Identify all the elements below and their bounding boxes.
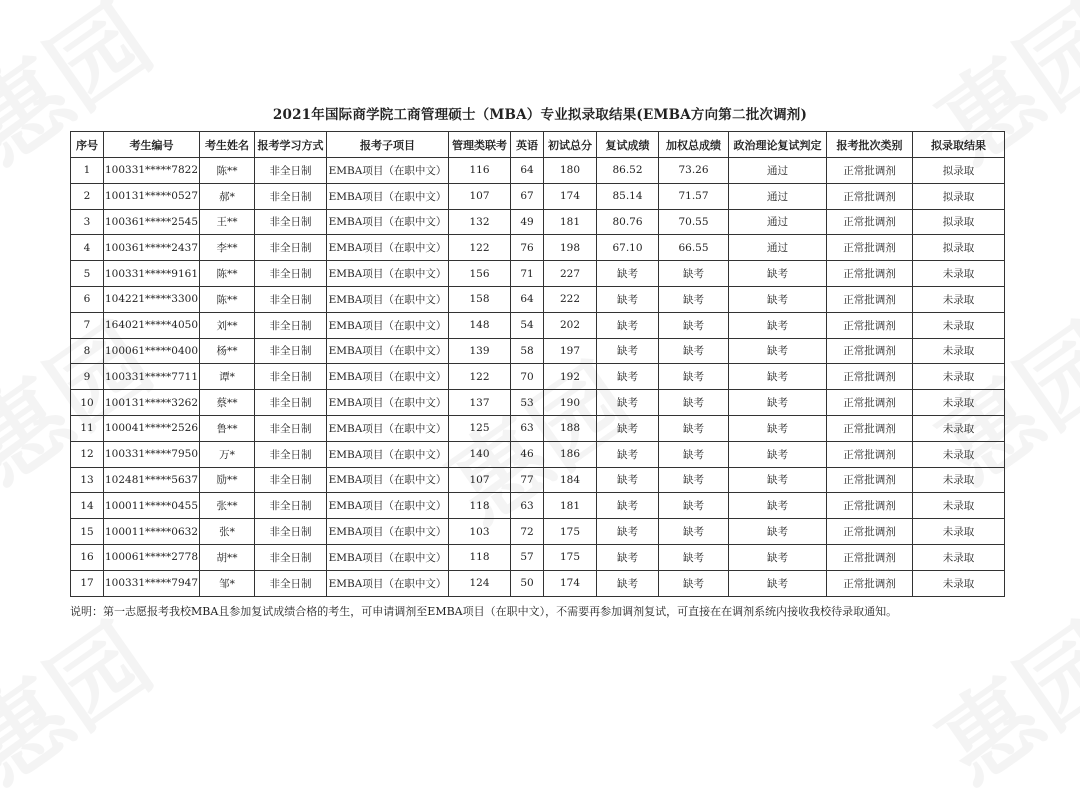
table-cell: 正常批调剂 xyxy=(827,544,913,570)
results-table xyxy=(70,131,1005,597)
table-cell: 156 xyxy=(449,261,511,287)
table-cell: 100331*****7822 xyxy=(104,158,200,184)
table-cell: EMBA项目（在职中文） xyxy=(327,286,449,312)
table-cell: EMBA项目（在职中文） xyxy=(327,441,449,467)
table-cell: 缺考 xyxy=(729,570,827,596)
document-title: 2021年国际商学院工商管理硕士（MBA）专业拟录取结果(EMBA方向第二批次调剂) xyxy=(272,107,808,123)
column-header: 复试成绩 xyxy=(597,132,659,158)
table-row xyxy=(71,209,1005,235)
table-row xyxy=(71,364,1005,390)
table-cell: 李** xyxy=(200,235,255,261)
table-cell: 非全日制 xyxy=(255,441,327,467)
table-cell: 未录取 xyxy=(913,570,1005,596)
table-cell: 正常批调剂 xyxy=(827,467,913,493)
table-cell: 86.52 xyxy=(597,158,659,184)
table-cell: 缺考 xyxy=(659,415,729,441)
table-cell: 100061*****0400 xyxy=(104,338,200,364)
table-cell: 缺考 xyxy=(659,441,729,467)
table-cell: 邹* xyxy=(200,570,255,596)
table-cell: 缺考 xyxy=(597,467,659,493)
table-cell: 通过 xyxy=(729,235,827,261)
table-cell: 2 xyxy=(71,183,104,209)
table-cell: 未录取 xyxy=(913,493,1005,519)
table-cell: 缺考 xyxy=(729,493,827,519)
table-cell: 通过 xyxy=(729,158,827,184)
table-cell: 正常批调剂 xyxy=(827,415,913,441)
table-cell: 100131*****3262 xyxy=(104,390,200,416)
table-cell: 107 xyxy=(449,467,511,493)
table-cell: 107 xyxy=(449,183,511,209)
table-cell: 陈** xyxy=(200,261,255,287)
table-cell: 非全日制 xyxy=(255,544,327,570)
table-cell: 180 xyxy=(544,158,597,184)
table-cell: 122 xyxy=(449,364,511,390)
table-cell: 100361*****2545 xyxy=(104,209,200,235)
table-cell: 10 xyxy=(71,390,104,416)
table-cell: 杨** xyxy=(200,338,255,364)
table-row xyxy=(71,158,1005,184)
table-cell: 175 xyxy=(544,544,597,570)
table-row xyxy=(71,235,1005,261)
table-cell: 缺考 xyxy=(659,390,729,416)
table-row xyxy=(71,493,1005,519)
table-cell: 缺考 xyxy=(597,338,659,364)
table-cell: 16 xyxy=(71,544,104,570)
table-cell: EMBA项目（在职中文） xyxy=(327,338,449,364)
table-cell: 非全日制 xyxy=(255,364,327,390)
table-cell: 缺考 xyxy=(597,364,659,390)
table-cell: EMBA项目（在职中文） xyxy=(327,235,449,261)
table-cell: 17 xyxy=(71,570,104,596)
table-cell: 49 xyxy=(511,209,544,235)
table-cell: 100331*****7711 xyxy=(104,364,200,390)
table-cell: 张* xyxy=(200,519,255,545)
table-cell: 正常批调剂 xyxy=(827,441,913,467)
table-cell: 未录取 xyxy=(913,544,1005,570)
table-cell: 缺考 xyxy=(729,544,827,570)
table-cell: 198 xyxy=(544,235,597,261)
table-cell: 缺考 xyxy=(597,390,659,416)
table-row xyxy=(71,519,1005,545)
table-cell: 万* xyxy=(200,441,255,467)
table-cell: 71 xyxy=(511,261,544,287)
table-cell: 未录取 xyxy=(913,286,1005,312)
table-cell: 66.55 xyxy=(659,235,729,261)
table-cell: 缺考 xyxy=(729,441,827,467)
table-cell: 非全日制 xyxy=(255,235,327,261)
table-cell: 100011*****0632 xyxy=(104,519,200,545)
table-cell: 148 xyxy=(449,312,511,338)
table-cell: 100061*****2778 xyxy=(104,544,200,570)
table-cell: EMBA项目（在职中文） xyxy=(327,261,449,287)
table-cell: EMBA项目（在职中文） xyxy=(327,493,449,519)
table-cell: 缺考 xyxy=(659,570,729,596)
table-cell: 71.57 xyxy=(659,183,729,209)
table-cell: EMBA项目（在职中文） xyxy=(327,158,449,184)
table-cell: 缺考 xyxy=(729,286,827,312)
table-cell: 非全日制 xyxy=(255,158,327,184)
column-header: 初试总分 xyxy=(544,132,597,158)
table-cell: 缺考 xyxy=(729,467,827,493)
table-cell: 14 xyxy=(71,493,104,519)
table-cell: 励** xyxy=(200,467,255,493)
table-cell: 拟录取 xyxy=(913,158,1005,184)
table-cell: 164021*****4050 xyxy=(104,312,200,338)
table-cell: 174 xyxy=(544,570,597,596)
table-cell: EMBA项目（在职中文） xyxy=(327,415,449,441)
table-cell: 13 xyxy=(71,467,104,493)
table-cell: 1 xyxy=(71,158,104,184)
column-header: 报考学习方式 xyxy=(255,132,327,158)
table-cell: 67.10 xyxy=(597,235,659,261)
table-row xyxy=(71,338,1005,364)
table-cell: 181 xyxy=(544,493,597,519)
column-header: 报考子项目 xyxy=(327,132,449,158)
table-cell: 非全日制 xyxy=(255,209,327,235)
table-cell: 64 xyxy=(511,158,544,184)
table-cell: EMBA项目（在职中文） xyxy=(327,544,449,570)
table-cell: 缺考 xyxy=(729,364,827,390)
table-cell: 103 xyxy=(449,519,511,545)
table-cell: 46 xyxy=(511,441,544,467)
table-row xyxy=(71,286,1005,312)
column-header: 序号 xyxy=(71,132,104,158)
table-cell: 4 xyxy=(71,235,104,261)
table-cell: 140 xyxy=(449,441,511,467)
table-cell: 正常批调剂 xyxy=(827,519,913,545)
table-cell: 57 xyxy=(511,544,544,570)
table-cell: 缺考 xyxy=(729,338,827,364)
table-row xyxy=(71,467,1005,493)
column-header: 政治理论复试判定 xyxy=(729,132,827,158)
table-cell: 11 xyxy=(71,415,104,441)
column-header: 英语 xyxy=(511,132,544,158)
table-cell: 未录取 xyxy=(913,364,1005,390)
table-cell: 53 xyxy=(511,390,544,416)
table-cell: 未录取 xyxy=(913,390,1005,416)
table-cell: 刘** xyxy=(200,312,255,338)
table-cell: 正常批调剂 xyxy=(827,493,913,519)
table-cell: 139 xyxy=(449,338,511,364)
table-cell: 80.76 xyxy=(597,209,659,235)
table-cell: 非全日制 xyxy=(255,570,327,596)
table-cell: 拟录取 xyxy=(913,209,1005,235)
table-cell: 非全日制 xyxy=(255,183,327,209)
column-header: 考生编号 xyxy=(104,132,200,158)
table-cell: 100331*****9161 xyxy=(104,261,200,287)
table-cell: 100361*****2437 xyxy=(104,235,200,261)
table-cell: 缺考 xyxy=(659,338,729,364)
table-cell: 5 xyxy=(71,261,104,287)
table-cell: EMBA项目（在职中文） xyxy=(327,209,449,235)
table-row xyxy=(71,390,1005,416)
table-cell: 拟录取 xyxy=(913,235,1005,261)
table-cell: 未录取 xyxy=(913,519,1005,545)
table-cell: 未录取 xyxy=(913,261,1005,287)
table-cell: 227 xyxy=(544,261,597,287)
table-row xyxy=(71,544,1005,570)
table-cell: 通过 xyxy=(729,183,827,209)
table-cell: 缺考 xyxy=(659,467,729,493)
table-cell: 190 xyxy=(544,390,597,416)
table-cell: 85.14 xyxy=(597,183,659,209)
table-cell: 非全日制 xyxy=(255,493,327,519)
table-cell: 174 xyxy=(544,183,597,209)
table-cell: 缺考 xyxy=(659,519,729,545)
table-cell: 蔡** xyxy=(200,390,255,416)
column-header: 报考批次类别 xyxy=(827,132,913,158)
table-cell: 正常批调剂 xyxy=(827,570,913,596)
table-cell: 12 xyxy=(71,441,104,467)
table-cell: 非全日制 xyxy=(255,519,327,545)
table-cell: 118 xyxy=(449,544,511,570)
table-cell: 非全日制 xyxy=(255,286,327,312)
table-cell: 鲁** xyxy=(200,415,255,441)
table-cell: 100011*****0455 xyxy=(104,493,200,519)
table-cell: 胡** xyxy=(200,544,255,570)
table-cell: 拟录取 xyxy=(913,183,1005,209)
table-cell: 9 xyxy=(71,364,104,390)
table-cell: 非全日制 xyxy=(255,467,327,493)
table-cell: 67 xyxy=(511,183,544,209)
table-cell: EMBA项目（在职中文） xyxy=(327,364,449,390)
table-cell: 缺考 xyxy=(597,415,659,441)
table-cell: 正常批调剂 xyxy=(827,235,913,261)
column-header: 拟录取结果 xyxy=(913,132,1005,158)
table-cell: 104221*****3300 xyxy=(104,286,200,312)
table-row xyxy=(71,312,1005,338)
table-cell: 未录取 xyxy=(913,338,1005,364)
table-cell: 188 xyxy=(544,415,597,441)
table-cell: 谭* xyxy=(200,364,255,390)
table-cell: 缺考 xyxy=(729,519,827,545)
table-cell: 未录取 xyxy=(913,312,1005,338)
table-cell: 正常批调剂 xyxy=(827,286,913,312)
table-cell: 正常批调剂 xyxy=(827,312,913,338)
table-cell: 缺考 xyxy=(597,544,659,570)
table-cell: 缺考 xyxy=(597,570,659,596)
table-cell: 张** xyxy=(200,493,255,519)
table-cell: 缺考 xyxy=(597,493,659,519)
table-cell: 非全日制 xyxy=(255,338,327,364)
table-cell: 116 xyxy=(449,158,511,184)
table-cell: 158 xyxy=(449,286,511,312)
table-cell: 非全日制 xyxy=(255,390,327,416)
table-row xyxy=(71,183,1005,209)
table-cell: 王** xyxy=(200,209,255,235)
table-cell: 缺考 xyxy=(597,261,659,287)
watermark-text xyxy=(0,587,174,809)
table-cell: 正常批调剂 xyxy=(827,261,913,287)
table-cell: 77 xyxy=(511,467,544,493)
table-cell: 181 xyxy=(544,209,597,235)
table-cell: 正常批调剂 xyxy=(827,390,913,416)
table-cell: 未录取 xyxy=(913,441,1005,467)
table-cell: 100041*****2526 xyxy=(104,415,200,441)
table-cell: 未录取 xyxy=(913,467,1005,493)
table-cell: 100331*****7947 xyxy=(104,570,200,596)
table-cell: 6 xyxy=(71,286,104,312)
table-cell: 陈** xyxy=(200,158,255,184)
table-cell: 8 xyxy=(71,338,104,364)
table-cell: 72 xyxy=(511,519,544,545)
table-cell: 正常批调剂 xyxy=(827,183,913,209)
table-cell: 缺考 xyxy=(659,286,729,312)
table-cell: 63 xyxy=(511,415,544,441)
table-cell: 54 xyxy=(511,312,544,338)
table-cell: 118 xyxy=(449,493,511,519)
table-cell: 132 xyxy=(449,209,511,235)
table-cell: EMBA项目（在职中文） xyxy=(327,570,449,596)
footnote: 说明：第一志愿报考我校MBA且参加复试成绩合格的考生，可申请调剂至EMBA项目（在职中文），不需要再参加调剂复试，可直接在在调剂系统内接收我校待录取通知。 xyxy=(70,605,898,618)
table-cell: EMBA项目（在职中文） xyxy=(327,467,449,493)
table-cell: 137 xyxy=(449,390,511,416)
table-cell: 非全日制 xyxy=(255,415,327,441)
table-cell: 192 xyxy=(544,364,597,390)
table-cell: 122 xyxy=(449,235,511,261)
table-cell: 70 xyxy=(511,364,544,390)
table-cell: 正常批调剂 xyxy=(827,338,913,364)
table-cell: 缺考 xyxy=(659,544,729,570)
table-cell: 175 xyxy=(544,519,597,545)
column-header: 加权总成绩 xyxy=(659,132,729,158)
table-cell: 64 xyxy=(511,286,544,312)
table-body xyxy=(71,158,1005,597)
table-cell: 郝* xyxy=(200,183,255,209)
table-cell: 3 xyxy=(71,209,104,235)
table-cell: 非全日制 xyxy=(255,261,327,287)
table-cell: EMBA项目（在职中文） xyxy=(327,519,449,545)
table-cell: 184 xyxy=(544,467,597,493)
table-cell: 100131*****0527 xyxy=(104,183,200,209)
table-row xyxy=(71,415,1005,441)
table-cell: EMBA项目（在职中文） xyxy=(327,390,449,416)
table-row xyxy=(71,261,1005,287)
table-cell: 缺考 xyxy=(659,364,729,390)
column-header: 管理类联考 xyxy=(449,132,511,158)
table-cell: 197 xyxy=(544,338,597,364)
table-cell: 222 xyxy=(544,286,597,312)
table-cell: 通过 xyxy=(729,209,827,235)
watermark-text xyxy=(908,587,1080,809)
table-cell: 50 xyxy=(511,570,544,596)
table-cell: 70.55 xyxy=(659,209,729,235)
table-cell: 缺考 xyxy=(597,312,659,338)
table-row xyxy=(71,441,1005,467)
table-cell: 正常批调剂 xyxy=(827,364,913,390)
column-header: 考生姓名 xyxy=(200,132,255,158)
table-cell: 202 xyxy=(544,312,597,338)
table-cell: 陈** xyxy=(200,286,255,312)
table-cell: 缺考 xyxy=(659,312,729,338)
table-cell: 7 xyxy=(71,312,104,338)
table-cell: 186 xyxy=(544,441,597,467)
table-cell: 58 xyxy=(511,338,544,364)
table-cell: 缺考 xyxy=(597,519,659,545)
table-cell: 124 xyxy=(449,570,511,596)
table-cell: 102481*****5637 xyxy=(104,467,200,493)
table-cell: 缺考 xyxy=(597,441,659,467)
table-cell: 73.26 xyxy=(659,158,729,184)
table-cell: 缺考 xyxy=(729,312,827,338)
table-cell: 63 xyxy=(511,493,544,519)
table-cell: EMBA项目（在职中文） xyxy=(327,312,449,338)
table-cell: 正常批调剂 xyxy=(827,209,913,235)
table-cell: 缺考 xyxy=(729,261,827,287)
table-cell: 76 xyxy=(511,235,544,261)
table-cell: 未录取 xyxy=(913,415,1005,441)
table-cell: 缺考 xyxy=(729,390,827,416)
table-cell: 100331*****7950 xyxy=(104,441,200,467)
table-cell: 非全日制 xyxy=(255,312,327,338)
table-cell: 15 xyxy=(71,519,104,545)
table-cell: 缺考 xyxy=(659,493,729,519)
table-row xyxy=(71,570,1005,596)
table-cell: 125 xyxy=(449,415,511,441)
table-cell: 缺考 xyxy=(659,261,729,287)
table-cell: 缺考 xyxy=(597,286,659,312)
table-header-row xyxy=(71,132,1005,158)
table-cell: 缺考 xyxy=(729,415,827,441)
table-cell: 正常批调剂 xyxy=(827,158,913,184)
table-cell: EMBA项目（在职中文） xyxy=(327,183,449,209)
